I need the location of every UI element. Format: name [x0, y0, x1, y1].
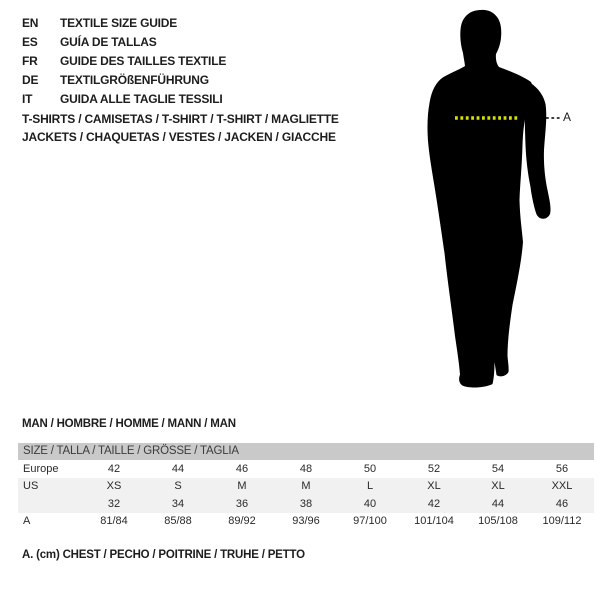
language-code: ES — [22, 34, 38, 49]
table-cell: 36 — [235, 497, 249, 510]
row-label: Europe — [23, 462, 59, 475]
table-cell: S — [174, 480, 182, 493]
row-label: A — [23, 515, 31, 528]
table-cell: 85/88 — [164, 515, 192, 528]
table-row-europe — [18, 460, 594, 478]
category-line-jackets: JACKETS / CHAQUETAS / VESTES / JACKEN / GIACCHE — [22, 130, 336, 144]
table-cell: XL — [427, 480, 441, 493]
language-row-es — [22, 32, 226, 51]
table-cell: 81/84 — [100, 515, 128, 528]
table-cell: M — [237, 480, 247, 493]
language-code: IT — [22, 91, 33, 106]
category-line-tshirts: T-SHIRTS / CAMISETAS / T-SHIRT / T-SHIRT / MAGLIETTE — [22, 112, 339, 126]
language-code: FR — [22, 53, 38, 68]
measurement-label-a: A — [563, 110, 572, 124]
language-row-it — [22, 89, 226, 108]
man-silhouette — [395, 0, 580, 400]
language-code: DE — [22, 72, 39, 87]
table-cell: 42 — [107, 462, 121, 475]
table-cell: 54 — [491, 462, 505, 475]
language-title: GUIDE DES TAILLES TEXTILE — [60, 53, 227, 68]
table-cell: 89/92 — [228, 515, 256, 528]
size-table-header: SIZE / TALLA / TAILLE / GRÖSSE / TAGLIA — [18, 443, 594, 460]
row-label: US — [23, 480, 39, 493]
table-cell: 52 — [427, 462, 441, 475]
table-cell: 101/104 — [414, 515, 454, 528]
table-cell: 44 — [491, 497, 505, 510]
table-cell: 42 — [427, 497, 441, 510]
table-cell: 40 — [363, 497, 377, 510]
table-cell: 97/100 — [353, 515, 387, 528]
silhouette-right-arm — [523, 79, 551, 219]
silhouette-body — [428, 10, 534, 388]
language-title: TEXTILGRÖßENFÜHRUNG — [60, 72, 209, 87]
table-cell: L — [366, 480, 374, 493]
table-cell: 105/108 — [478, 515, 518, 528]
table-cell: 50 — [363, 462, 377, 475]
table-row-chest-cm — [18, 513, 594, 531]
table-cell: XXL — [551, 480, 573, 493]
language-title: TEXTILE SIZE GUIDE — [60, 15, 178, 30]
table-cell: 48 — [299, 462, 313, 475]
section-title-man: MAN / HOMBRE / HOMME / MANN / MAN — [22, 418, 236, 430]
table-cell: 32 — [107, 497, 121, 510]
language-row-fr — [22, 51, 226, 70]
table-cell: 56 — [555, 462, 569, 475]
table-cell: 38 — [299, 497, 313, 510]
table-cell: M — [301, 480, 311, 493]
table-cell: 46 — [555, 497, 569, 510]
table-cell: 44 — [171, 462, 185, 475]
table-cell: 109/112 — [542, 515, 582, 528]
table-row-numeric — [18, 495, 594, 513]
table-row-us — [18, 478, 594, 496]
language-row-en — [22, 13, 226, 32]
table-cell: 46 — [235, 462, 249, 475]
language-row-de — [22, 70, 226, 89]
language-code: EN — [22, 15, 39, 30]
measurement-footnote: A. (cm) CHEST / PECHO / POITRINE / TRUHE / PETTO — [22, 549, 305, 561]
table-cell: 34 — [171, 497, 185, 510]
table-cell: XL — [491, 480, 505, 493]
language-list — [22, 13, 226, 108]
size-table — [18, 443, 594, 530]
table-cell: XS — [106, 480, 122, 493]
garment-category-lines — [22, 110, 339, 146]
language-title: GUÍA DE TALLAS — [60, 34, 157, 49]
table-cell: 93/96 — [292, 515, 320, 528]
language-title: GUIDA ALLE TAGLIE TESSILI — [60, 91, 223, 106]
